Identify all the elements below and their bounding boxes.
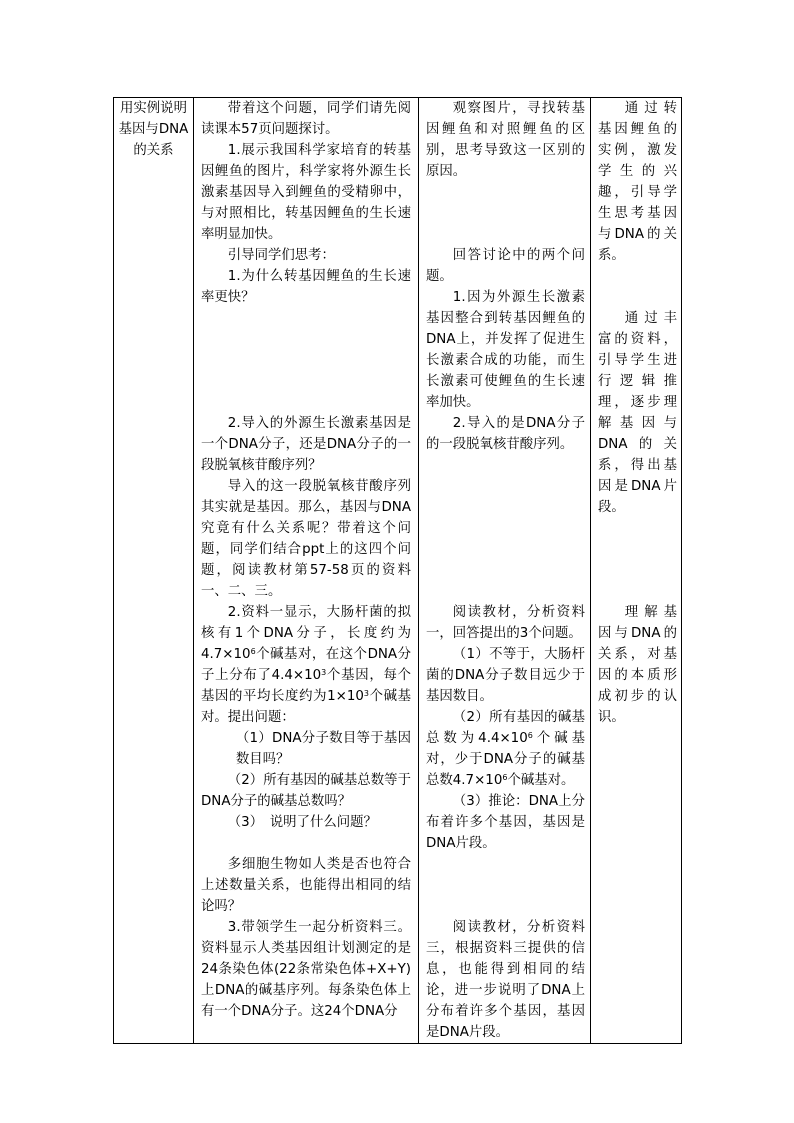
teacher-step1: 1.展示我国科学家培育的转基因鲤鱼的图片，科学家将外源生长激素基因导入到鲤鱼的受精卵中，与对照相比，转基因鲤鱼的生长速率明显加快。 (201, 143, 411, 242)
reply2-part-a: （2）所有基因的碱基总数为4.4×10 (426, 710, 585, 746)
lesson-plan-table (113, 97, 682, 1044)
teacher-multicell: 多细胞生物如人类是否也符合上述数量关系，也能得出相同的结论吗？ (201, 857, 411, 914)
student-activity-cell (419, 98, 591, 1044)
student-read-1: 阅读教材，分析资料一，回答提出的3个问题。 (426, 605, 585, 641)
step2-part-c: 个基因，每个基因的平均长度约为1×10 (201, 668, 411, 704)
section-title: 用实例说明基因与DNA的关系 (118, 101, 189, 158)
teacher-question-2: 2.导入的外源生长激素基因是一个DNA分子，还是DNA分子的一段脱氧核苷酸序列？ (201, 416, 411, 473)
spacer (426, 854, 585, 917)
teacher-transition: 导入的这一段脱氧核苷酸序列其实就是基因。那么，基因与DNA究竟有什么关系呢？带着这个问题，同学们结合ppt上的这四个问题，阅读教材第57-58页的资料一、二、三。 (201, 479, 411, 599)
design-intent-2: 通过丰富的资料，引导学生进行逻辑推理，逐步理解基因与DNA的关系，得出基因是DNA片段。 (598, 311, 677, 515)
teacher-guide: 引导同学们思考： (227, 248, 335, 263)
student-reply-1: （1）不等于，大肠杆菌的DNA分子数目远少于基因数目。 (426, 647, 585, 704)
spacer (598, 266, 677, 308)
reply2-part-b: 个碱基对，少于DNA分子的碱基总数4.7×10 (426, 731, 585, 788)
student-reply-2 (426, 707, 585, 791)
spacer (598, 518, 677, 602)
student-read-3: 阅读教材，分析资料三，根据资料三提供的信息，也能得到相同的结论，进一步说明了DNA上分布着许多个基因，基因是DNA片段。 (426, 920, 585, 1040)
teacher-step2 (201, 602, 411, 728)
sub-question-3: （3） 说明了什么问题？ (227, 815, 377, 830)
student-answer-2: 2.导入的是DNA分子的一段脱氧核苷酸序列。 (426, 416, 585, 452)
student-observe: 观察图片，寻找转基因鲤鱼和对照鲤鱼的区别，思考导致这一区别的原因。 (426, 101, 585, 179)
student-answer-1: 1.因为外源生长激素基因整合到转基因鲤鱼的DNA上，并发挥了促进生长激素合成的功能，而生长激素可使鲤鱼的生长速率加快。 (426, 290, 585, 410)
spacer (426, 455, 585, 602)
reply2-part-c: 个碱基对。 (507, 773, 575, 788)
teacher-activity-cell (194, 98, 419, 1044)
student-answer-intro: 回答讨论中的两个问题。 (426, 248, 585, 284)
teacher-intro: 带着这个问题，同学们请先阅读课本57页问题探讨。 (201, 101, 411, 137)
step2-part-a: 2.资料一显示，大肠杆菌的拟核有1个DNA分子，长度约为4.7×10 (201, 605, 411, 662)
teacher-question-1: 1.为什么转基因鲤鱼的生长速率更快？ (201, 269, 411, 305)
reply2-sup-2: 6 (502, 773, 508, 782)
step2-part-b: 个碱基对，在这个DNA分子上分布了4.4×10 (201, 647, 411, 683)
design-intent-3: 理解基因与DNA的关系，对基因的本质形成初步的认识。 (598, 605, 677, 725)
spacer (426, 182, 585, 245)
spacer (201, 833, 411, 854)
section-title-cell (114, 98, 194, 1044)
student-reply-3: （3）推论：DNA上分布着许多个基因，基因是DNA片段。 (426, 794, 585, 851)
step2-sup-2: 3 (321, 668, 327, 677)
step2-sup-3: 3 (363, 689, 369, 698)
step2-sup-1: 6 (250, 647, 256, 656)
design-intent-1: 通过转基因鲤鱼的实例，激发学生的兴趣，引导学生思考基因与DNA的关系。 (598, 101, 677, 263)
step2-part-d: 个碱基对。提出问题： (201, 689, 411, 725)
spacer (201, 308, 411, 413)
sub-question-2: （2）所有基因的碱基总数等于DNA分子的碱基总数吗？ (201, 773, 411, 809)
teacher-step3: 3.带领学生一起分析资料三。资料显示人类基因组计划测定的是24条染色体(22条常染色体+X+Y)上DNA的碱基序列。每条染色体上有一个DNA分子。这24个DNA分 (201, 920, 411, 1019)
table-row (114, 98, 682, 1044)
reply2-sup-1: 6 (527, 731, 533, 740)
design-intent-cell (591, 98, 682, 1044)
sub-question-1: （1）DNA分子数目等于基因数目吗？ (235, 731, 411, 767)
